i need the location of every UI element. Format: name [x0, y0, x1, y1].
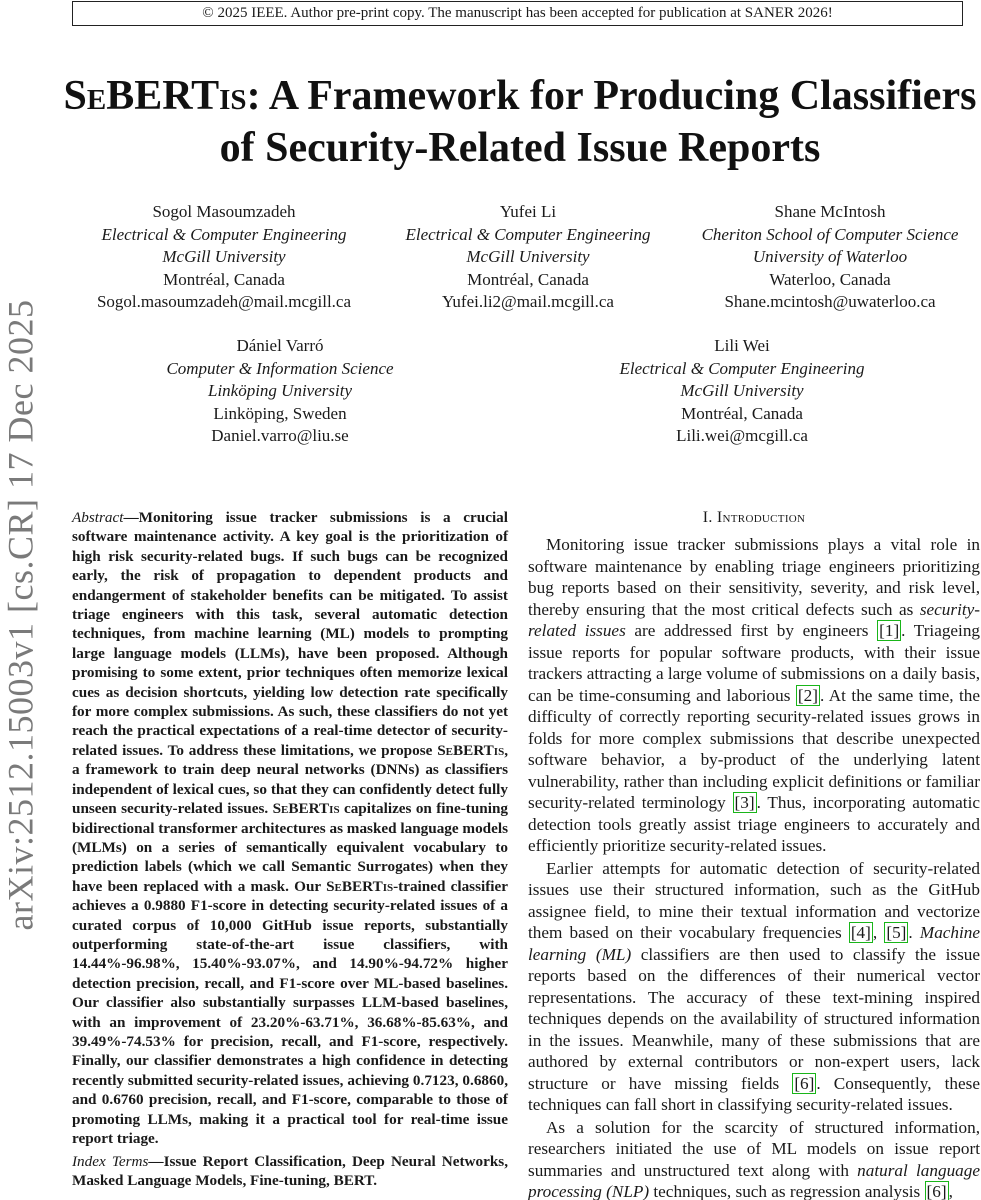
paragraph: [528, 1117, 980, 1200]
abstract-label: Abstract: [72, 509, 124, 526]
author-department: Computer & Information Science: [166, 358, 394, 378]
emphasis: natural language processing (NLP): [528, 1160, 980, 1200]
text-run: . Thus, incorporating automatic detection tools greatly assist triage engineers to accurately and efficiently prioritize security-related issues.: [528, 793, 980, 855]
author-block: [680, 201, 980, 314]
title-line1: : A Framework for Producing Classifiers: [246, 73, 977, 119]
author-email: Shane.mcintosh@uwaterloo.ca: [724, 292, 936, 311]
citation-link[interactable]: [5]: [886, 923, 907, 942]
copyright-banner: © 2025 IEEE. Author pre-print copy. The manuscript has been accepted for publication at SANER 2026!: [72, 1, 963, 26]
author-organization: McGill University: [162, 247, 286, 266]
abstract-text: capitalizes on fine-tuning bidirectional transformer architectures as masked language models (MLMs) on a series of semantically equivalent vocabulary to prediction labels (which we call Semantic Surrogates) when they have been replaced with a mask. Our: [72, 800, 508, 895]
text-run: .: [908, 923, 920, 942]
framework-name: SeBERTis: [326, 877, 394, 895]
author-organization: Linköping University: [207, 381, 352, 400]
citation-link[interactable]: [2]: [797, 685, 818, 705]
author-department: Electrical & Computer Engineering: [101, 224, 347, 244]
abstract-text: , a framework to train deep neural networks (DNNs) as classifiers independent of lexical cues, so that they can confidently detect fully unseen security-related issues.: [72, 741, 508, 818]
abstract-text: Monitoring issue tracker submissions is a crucial software maintenance activity. A key goal is the prioritization of high risk security-related bugs. If such bugs can be recognized early, the risk of propagation to dependent products and endangerment of stakeholder benefits can be mitigated. To assist triage engineers with this task, several automatic detection techniques, from machine learning (ML) models to prompting large language models (LLMs), have been proposed. Although promising to some extent, prior techniques often memorize lexical cues as decision shortcuts, yielding low detection rate specifically for more complex submissions. As such, these classifiers do not yet reach the practical expectations of a real-time detector of security-related issues. To address these limitations, we propose: [72, 509, 508, 759]
author-email: Daniel.varro@liu.se: [211, 426, 349, 445]
framework-name: SeBERTis: [272, 800, 340, 818]
paper-title: [40, 70, 981, 174]
author-department: Cheriton School of Computer Science: [701, 224, 959, 244]
author-block: [128, 335, 432, 448]
author-location: Linköping, Sweden: [213, 403, 347, 423]
section-heading: I. Introduction: [702, 509, 806, 526]
abstract: [72, 508, 508, 1148]
author-organization: McGill University: [466, 247, 590, 266]
arxiv-identifier: [0, 300, 40, 930]
paragraph: [528, 858, 980, 1116]
index-terms-dash: —: [148, 1153, 164, 1170]
text-run: Earlier attempts for automatic detection of security-related issues use their structured information, such as the GitHub assignee field, to mine their textual information and vectorize them based on their vocabulary frequencies: [528, 858, 980, 942]
author-email: Yufei.li2@mail.mcgill.ca: [442, 292, 614, 311]
text-run: techniques, such as regression analysis: [649, 1182, 925, 1200]
author-name: Shane McIntosh: [774, 202, 886, 221]
text-run: Monitoring issue tracker submissions plays a vital role in software maintenance by enabling triage engineers prioritizing bug reports based on their sensitivity, severity, and risk level, thereby ensuring that the most critical defects such as: [528, 535, 980, 619]
author-block: [72, 201, 376, 314]
abstract-dash: —: [123, 509, 139, 526]
emphasis: security-related issues: [528, 599, 980, 640]
text-run: classifiers are then used to classify the issue reports based on the differences of their numerical vector representations. The accuracy of these text-mining inspired techniques depends on the availability of structured information in the issues. Meanwhile, many of these submissions that are authored by external contributors or non-expert users, lack structure or have missing fields: [528, 944, 980, 1093]
citation-link[interactable]: [4]: [850, 923, 871, 942]
author-name: Lili Wei: [714, 336, 770, 355]
introduction-body: [528, 534, 980, 1200]
author-name: Dániel Varró: [236, 336, 324, 355]
author-department: Electrical & Computer Engineering: [619, 358, 865, 378]
text-run: As a solution for the scarcity of structured information, researchers initiated the use of ML models on issue report summaries and unstructured text along with: [528, 1117, 980, 1180]
author-name: Sogol Masoumzadeh: [152, 202, 296, 221]
author-email: Sogol.masoumzadeh@mail.mcgill.ca: [96, 292, 352, 311]
framework-name: SeBERTis: [63, 73, 247, 119]
text-run: are addressed first by engineers: [625, 621, 878, 640]
author-organization: McGill University: [680, 381, 804, 400]
citation-link[interactable]: [3]: [734, 793, 755, 812]
author-department: Electrical & Computer Engineering: [405, 224, 651, 244]
author-organization: University of Waterloo: [752, 247, 908, 266]
paragraph: [528, 534, 980, 857]
author-location: Montréal, Canada: [467, 269, 589, 289]
author-location: Waterloo, Canada: [769, 269, 891, 289]
text-run: . Consequently, these techniques can fall short in classifying security-related issues.: [528, 1073, 980, 1114]
index-terms: [72, 1152, 508, 1191]
author-email: Lili.wei@mcgill.ca: [676, 426, 808, 445]
index-terms-text: Issue Report Classification, Deep Neural Networks, Masked Language Models, Fine-tuning, BERT.: [72, 1153, 508, 1190]
author-location: Montréal, Canada: [163, 269, 285, 289]
author-block: [590, 335, 894, 448]
author-location: Montréal, Canada: [681, 403, 803, 423]
index-terms-label: Index Terms: [72, 1153, 149, 1170]
emphasis: Machine learning (ML): [528, 923, 981, 964]
citation-link[interactable]: [1]: [879, 621, 900, 640]
citation-link[interactable]: [6]: [926, 1182, 947, 1200]
text-run: . Triageing issue reports for popular software products, with their issue trackers attracting a large volume of submissions on a daily basis, can be time-consuming and laborious: [528, 621, 981, 705]
framework-name: SeBERTis: [437, 741, 505, 759]
title-line2: of Security-Related Issue Reports: [219, 125, 821, 171]
author-block: [376, 201, 680, 314]
arxiv-id-text: arXiv:2512.15003v1 [cs.CR] 17 Dec 2025: [0, 299, 41, 931]
author-name: Yufei Li: [499, 202, 557, 221]
text-run: ,: [948, 1182, 953, 1200]
text-run: ,: [872, 923, 885, 942]
citation-link[interactable]: [6]: [794, 1073, 815, 1093]
text-run: . At the same time, the difficulty of correctly reporting security-related issues grows in folds for more complex submissions that describe unexpected software behavior, a by-product of the underlying latent vulnerability, rather than including explicit definitions or familiar security-related terminology: [528, 685, 980, 812]
abstract-text: -trained classifier achieves a 0.9880 F1-score in detecting security-related issues of a curated corpus of 10,000 GitHub issue reports, substantially outperforming state-of-the-art issue classifiers, with 14.44%-96.98%, 15.40%-93.07%, and 14.90%-94.72% higher detection precision, recall, and F1-score over ML-based baselines. Our classifier also substantially surpasses LLM-based baselines, with an improvement of 23.20%-63.71%, 36.68%-85.63%, and 39.49%-74.53% for precision, recall, and F1-score, respectively. Finally, our classifier demonstrates a high confidence in detecting recently submitted security-related issues, achieving 0.7123, 0.6860, and 0.6760 precision, recall, and F1-score, comparable to those of promoting LLMs, making it a practical tool for real-time issue report triage.: [72, 877, 508, 1147]
